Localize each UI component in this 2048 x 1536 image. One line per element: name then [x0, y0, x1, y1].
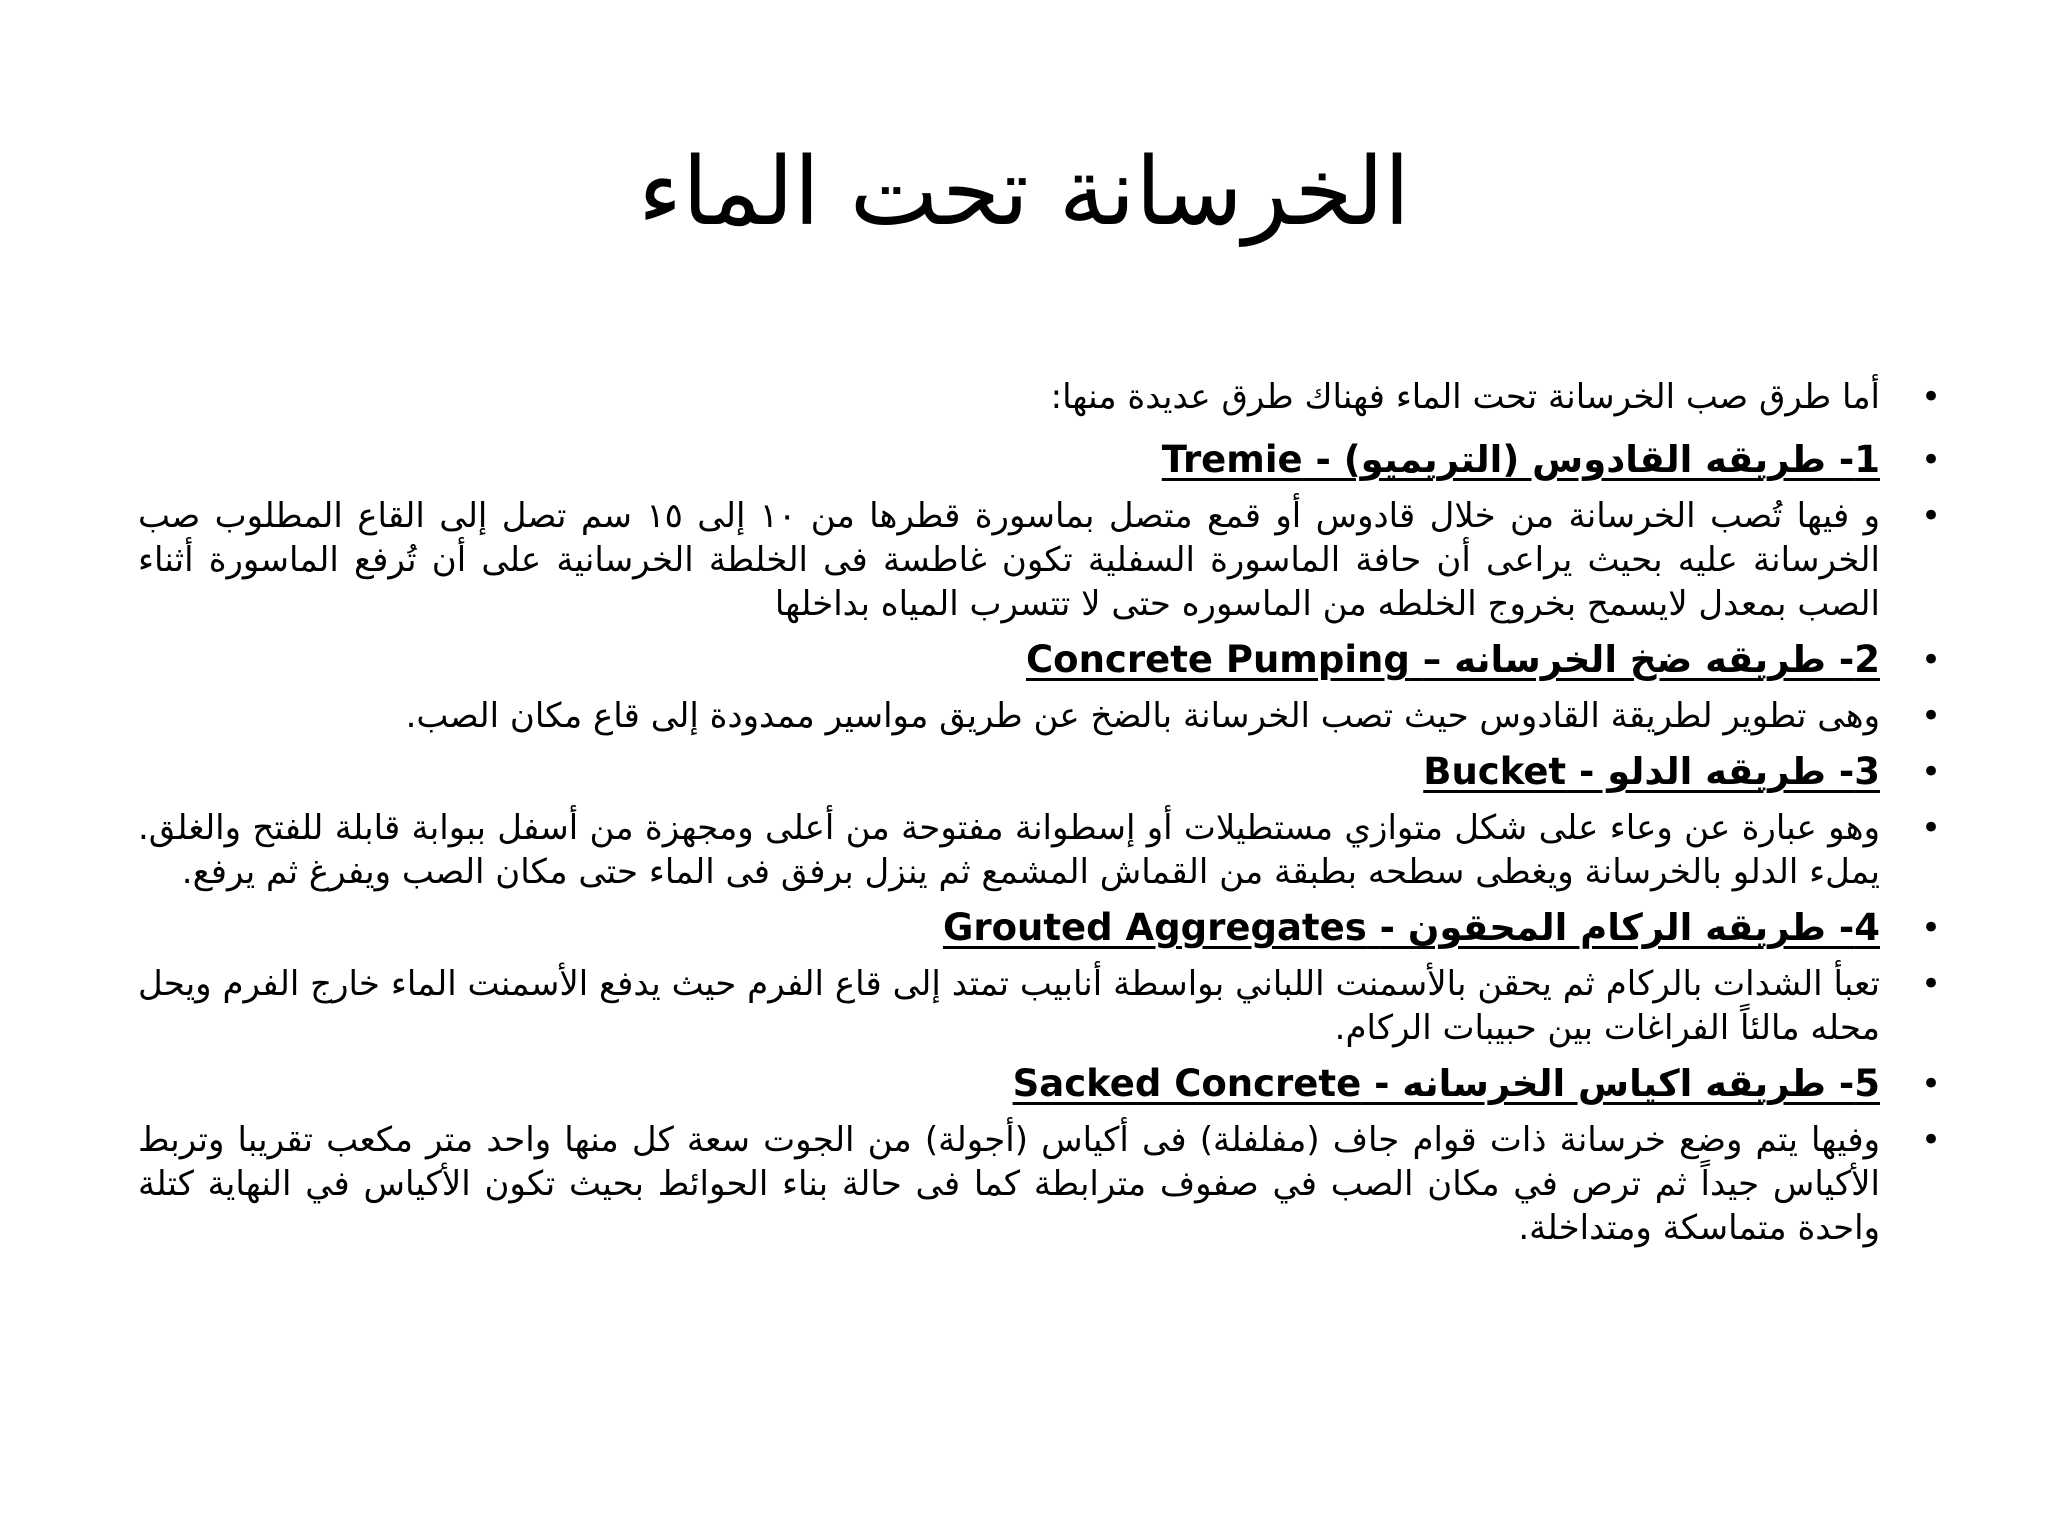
heading-english: Concrete Pumping — [1026, 638, 1410, 681]
method-heading-bucket — [138, 742, 1962, 802]
list-item — [138, 494, 1962, 626]
slide-title: الخرسانة تحت الماء — [637, 138, 1411, 247]
method-description: وفيها يتم وضع خرسانة ذات قوام جاف (مفلفلة) فى أكياس (أجولة) من الجوت سعة كل منها واحد متر مكعب تقريبا وتربط الأكياس جيداً ثم ترص في مكان الصب في صفوف مترابطة كما فى حالة بناء الحوائط بحيث تكون الأكياس في النهاية كتلة واحدة متماسكة ومتداخلة. — [138, 1120, 1880, 1248]
heading-arabic: 4- طريقه الركام المحقون - — [1379, 906, 1880, 949]
bullet-icon: • — [1920, 640, 1942, 680]
method-heading-sacked — [138, 1054, 1962, 1114]
list-item — [138, 694, 1962, 738]
heading-english: Bucket — [1423, 750, 1567, 793]
list-item — [138, 1118, 1962, 1250]
heading-arabic: 1- طريقه القادوس (التريميو) - — [1315, 438, 1880, 481]
list-item — [138, 368, 1962, 426]
bullet-icon: • — [1920, 1120, 1942, 1160]
heading-arabic: 3- طريقه الدلو - — [1579, 750, 1880, 793]
list-item — [138, 962, 1962, 1050]
heading-english: Tremie — [1161, 438, 1303, 481]
heading-arabic: 5- طريقه اكياس الخرسانه - — [1374, 1062, 1880, 1105]
heading-english: Grouted Aggregates — [942, 906, 1367, 949]
bullet-icon: • — [1920, 377, 1942, 417]
method-description: وهى تطوير لطريقة القادوس حيث تصب الخرسانة بالضخ عن طريق مواسير ممدودة إلى قاع مكان الصب. — [405, 696, 1880, 736]
bullet-icon: • — [1920, 964, 1942, 1004]
method-heading-tremie — [138, 430, 1962, 490]
bullet-icon: • — [1920, 696, 1942, 736]
bullet-icon: • — [1920, 440, 1942, 480]
method-heading-pumping — [138, 630, 1962, 690]
method-description: وهو عبارة عن وعاء على شكل متوازي مستطيلات أو إسطوانة مفتوحة من أعلى ومجهزة من أسفل ببوابة قابلة للفتح والغلق. يملء الدلو بالخرسانة ويغطى سطحه بطبقة من القماش المشمع ثم ينزل برفق فى الماء حتى مكان الصب ويفرغ ثم يرفع. — [138, 808, 1880, 892]
bullet-list — [138, 368, 1962, 1254]
method-description: و فيها تُصب الخرسانة من خلال قادوس أو قمع متصل بماسورة قطرها من ١٠ إلى ١٥ سم تصل إلى القاع المطلوب صب الخرسانة عليه بحيث يراعى أن حافة الماسورة السفلية تكون غاطسة فى الخلطة الخرسانية على أن تُرفع الماسورة أثناء الصب بمعدل لايسمح بخروج الخلطه من الماسوره حتى لا تتسرب المياه بداخلها — [138, 496, 1881, 624]
heading-arabic: 2- طريقه ضخ الخرسانه – — [1422, 638, 1880, 681]
bullet-icon: • — [1920, 908, 1942, 948]
bullet-icon: • — [1920, 1064, 1942, 1104]
bullet-icon: • — [1920, 752, 1942, 792]
method-description: تعبأ الشدات بالركام ثم يحقن بالأسمنت اللباني بواسطة أنابيب تمتد إلى قاع الفرم حيث يدفع الأسمنت الماء خارج الفرم ويحل محله مالئاً الفراغات بين حبيبات الركام. — [138, 964, 1880, 1048]
bullet-icon: • — [1920, 496, 1942, 536]
method-heading-grouted — [138, 898, 1962, 958]
intro-text: أما طرق صب الخرسانة تحت الماء فهناك طرق عديدة منها: — [1050, 377, 1880, 417]
list-item — [138, 806, 1962, 894]
bullet-icon: • — [1920, 808, 1942, 848]
heading-english: Sacked Concrete — [1012, 1062, 1362, 1105]
